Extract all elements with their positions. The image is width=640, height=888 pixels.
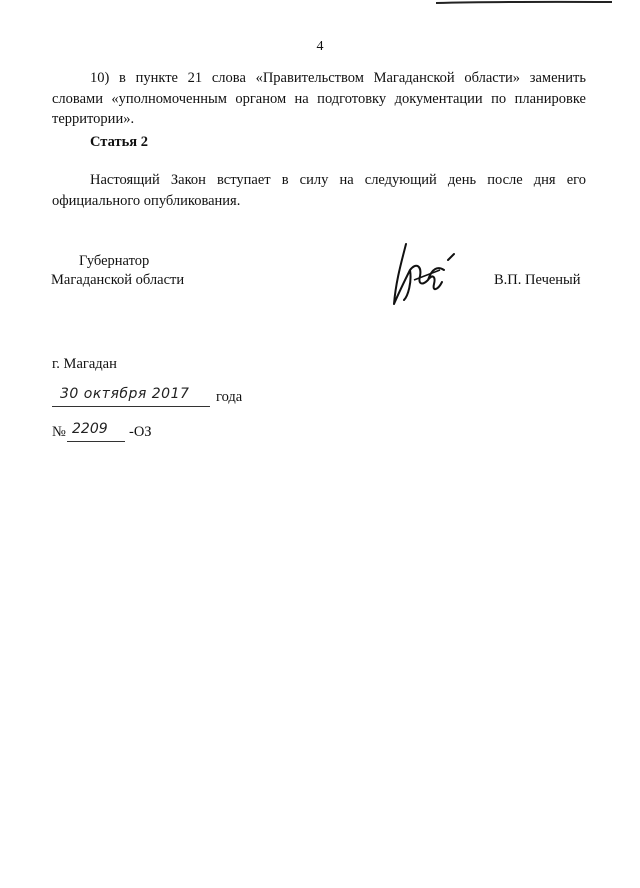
- date-suffix: года: [216, 389, 243, 405]
- handwritten-date: 30 октября 2017: [60, 386, 190, 402]
- article-heading: Статья 2: [90, 134, 148, 150]
- item-10-paragraph: 10) в пункте 21 слова «Правительством Магаданской области» заменить словами «уполномоченным органом на подготовку документации по планировке территории».: [52, 70, 586, 127]
- number-suffix: -ОЗ: [129, 424, 152, 440]
- page-number: 4: [316, 39, 324, 54]
- place-of-signing: г. Магадан: [52, 356, 117, 372]
- article-2-text: Настоящий Закон вступает в силу на следующий день после дня его официального опубликования.: [52, 172, 586, 209]
- number-sign: №: [52, 424, 66, 440]
- signature-icon: [392, 240, 464, 308]
- signatory-name: В.П. Печеный: [494, 272, 581, 288]
- scan-edge-line: [436, 0, 612, 5]
- signatory-title-line2: Магаданской области: [51, 272, 185, 288]
- handwritten-number: 2209: [72, 421, 108, 437]
- signatory-title-line1: Губернатор: [79, 253, 150, 269]
